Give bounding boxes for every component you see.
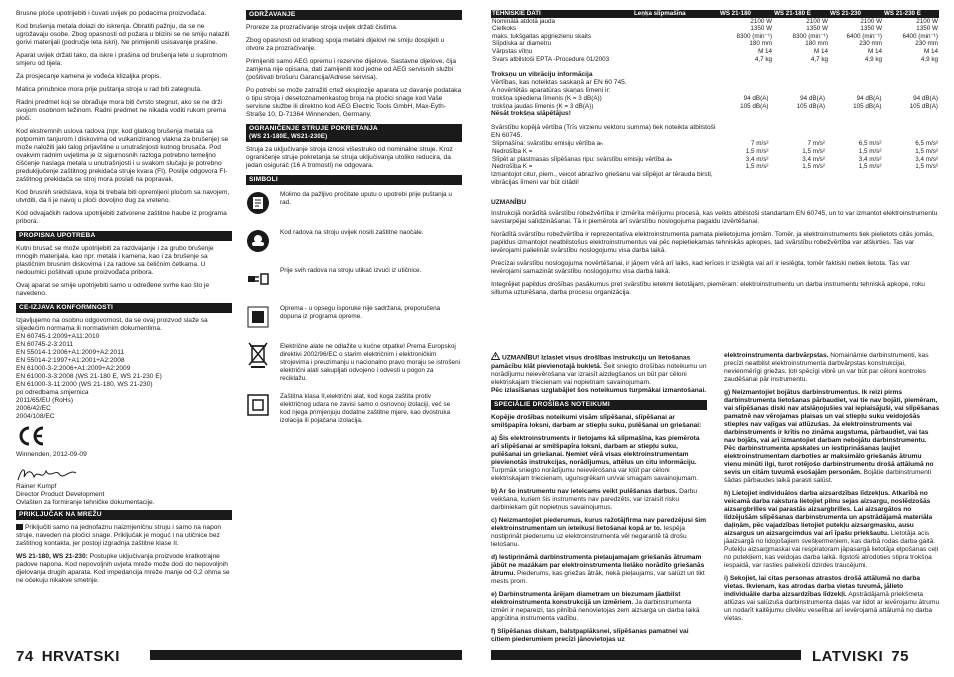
cell: 1350 W xyxy=(750,25,773,33)
cell: Slīpmašīna: svārstību emisiju vērtība aₕ xyxy=(492,140,603,148)
cell: 1,5 m/s² xyxy=(802,163,825,171)
para: Proreze za prozračivanje stroja uvijek držati čistima. xyxy=(246,24,398,31)
cell: 3,4 m/s² xyxy=(915,155,938,163)
cell: Vārpstas vītņu xyxy=(492,47,533,55)
symbol-row xyxy=(246,191,462,215)
language-label: LATVISKI xyxy=(812,647,884,665)
cell: 94 dB(A) xyxy=(743,95,769,103)
list-item xyxy=(491,554,707,586)
cell: M 14 xyxy=(813,47,828,55)
signer-auth: Ovlašten za formiranje tehničke dokumentacije. xyxy=(16,499,155,506)
ce-mark-icon xyxy=(16,425,232,449)
warn-keep: Pēc izlasīšanas uzglabājiet šos noteikumus turpmākai izmantošanai. xyxy=(491,387,707,394)
warning-triangle-icon xyxy=(491,352,500,363)
norm-line: EN 55014-2:1997+A1:2001+A2:2008 xyxy=(16,357,125,364)
ce-norms xyxy=(16,333,232,421)
cell: 105 dB(A) xyxy=(853,102,882,110)
norm-line: EN 55014-1:2006+A1:2009+A2:2011 xyxy=(16,349,125,356)
page-number: 75 xyxy=(891,647,909,665)
cell: 3,4 m/s² xyxy=(802,155,825,163)
plug-icon xyxy=(246,267,270,291)
norm-line: EN 61000-3-11:2000 (WS 21-180, WS 21-230) xyxy=(16,381,153,388)
cell: 180 mm xyxy=(805,40,828,48)
table-row xyxy=(491,56,939,64)
cell: 105 dB(A) xyxy=(796,102,825,110)
cell: M 14 xyxy=(758,47,773,55)
cell: 94 dB(A) xyxy=(856,95,882,103)
cell: Nedrošība K = xyxy=(492,147,533,155)
cell: 3,4 m/s² xyxy=(745,155,769,163)
cell: Slīpēt ar plastmasas slīpēšanas ripu: svārstību emisiju vērtība aₕ xyxy=(492,155,673,163)
symbol-text: Zaštitna klasa II,električni alat, kod koga zaštita protiv električnog udara ne zavisi samo o osnovnoj izolaciji, već se kod njega primjenjuju dodatne zaštitne mjere, kao dvostruka izolacija ili pojačana izolacija. xyxy=(280,393,451,424)
norm-line: EN 60745-2-3:2011 xyxy=(16,341,74,348)
item-text: Apstrādājamā priekšmeta atlūzas vai salūzuša darbinstrumenta daļas var lidot ar ievērojamu ātrumu un nodarīt kaitējumu cilvēku veselībai arī ievērojamā attālumā no darba vietas. xyxy=(724,591,940,622)
cell: 4,7 kg xyxy=(754,55,773,63)
ce-intro: Izjavljujemo na osobnu odgovornost, da se ovaj proizvod slaže sa slijedećim normama ili normativnim dokumentima. xyxy=(16,317,208,332)
para: Instrukcijā norādītā svārstību robežvērtība ir izmērīta mērījumu procesā, kas veikts atbilstoši standartam EN 60745, un to var izmantot elektroinstrumentu savstarpējai salīdzināšanai. Tā ir piemērota arī svārstību noslogojuma pagaidu izvērtēšanai. xyxy=(491,209,938,225)
para: Radni predmet koji se obrađuje mora biti čvrsto stegnut, ako se ne drži svojom osobnom težinom. Radni predmet ne nikada voditi rukom prema ploči. xyxy=(16,99,227,122)
cell: 2100 W xyxy=(806,17,828,25)
item-bold: b) Ar šo instrumentu nav ieteicams veikt pulēšanas darbus. xyxy=(491,488,678,495)
section-header-maint: ODRŽAVANJE xyxy=(246,10,462,20)
list-item xyxy=(491,591,707,623)
page-number: 74 xyxy=(16,647,34,665)
list-item xyxy=(491,517,707,549)
cell: 180 mm xyxy=(749,40,773,48)
item-text: Lietotāja acis jāaizsargā no lidojošajiem svešķermeņiem, kas darbā rodas darba gaitā. Putekļu aizsargmaskai vai respiratoram jāpasargā lietotāja elpošanas ceļi no putekļiem, kas veidojas darba laikā. Ilgstoši atrodoties stipra trokšņa iespaidā, var rasties paliekoši dzirdes traucējumi. xyxy=(724,530,939,569)
cell: 8300 (min⁻¹) xyxy=(792,32,828,40)
table-row xyxy=(491,18,939,26)
para: Brusne ploče upotrijebiti i čuvati uvijek po podacima proizvođača. xyxy=(16,10,207,17)
mains-para2-bold: WS 21-180, WS 21-230: xyxy=(16,553,88,560)
list-item xyxy=(491,488,707,512)
item-bold: a) Šis elektroinstruments ir lietojams kā slīpmašīna, kas piemērota arī slīpēšanai ar smilšpapīra loksni, darbam ar stiepļu suku, pulēšanai un griešanai. Ņemiet vērā visas elektroinstrumentam pievienotās instrukcijas, norādījumus, attēlus un citu informāciju. xyxy=(491,435,700,466)
accessory-icon xyxy=(246,305,270,329)
list-item xyxy=(491,435,707,483)
para: Ovaj aparat se smije upotrijebiti samo u određene svrhe kao što je navedeno. xyxy=(16,282,210,297)
left-column-1 xyxy=(16,10,232,590)
symbol-text: Molimo da pažljivo pročitate uputu o upotrebi prije puštanja u rad. xyxy=(280,191,452,206)
tech-header-row xyxy=(491,10,939,18)
para: Kutni brusač se može upotrijebiti za razdvajanje i za grubo brušenje mnogih materijala, kao npr. metala i kamena, kao i za brušenje sa plastičnim brusnim diskovima i za radove sa čeličnim četkama. U nedoumici pošitivati upute proizvođača pribora. xyxy=(16,245,214,276)
right-footer xyxy=(812,646,909,666)
item-text: Piederums, kas griežas ātrāk, nekā pieļaujams, var salūzt un tikt mests prom. xyxy=(491,570,705,585)
class-ii-icon xyxy=(246,393,270,417)
cell: Nedrošība K = xyxy=(492,163,533,171)
item-bold: d) Iestiprināmā darbinstrumenta pieļaujamajam griešanās ātrumam jābūt ne mazākam par elektroinstrumenta lielāko norādīto griešanās ātrumu. xyxy=(491,554,705,577)
para: Matica prirubnice mora prije puštanja stroja u rad biti zategnuta. xyxy=(16,86,202,93)
cell: 2100 W xyxy=(750,17,773,25)
place-date: Winnenden, 2012-09-09 xyxy=(16,451,87,458)
noise-intro: Vērtības, kas noteiktas saskaņā ar EN 60 745. A novērtētās aparatūras skaņas līmeni ir: xyxy=(491,79,627,95)
para: Kod ekstremnih uslova radova (npr. kod glatkog brušenja metala sa potpornim tanjurom i diskovima od vulkaniziranog vlakna za brušenje) se može naložiti jaki talog prljavštine u unutrašnjosti kutnog brusača. Pod ovakvim radnim uvjetima je iz sigurnosnih razloga potrebno temeljno čišćenje naslaga metala u unutrašnjosti i u svakom slučaju je potrebno preduključenje zaštitnog prekidača struje kvara (FI). Poslije odgovora FI-zaštitnog prekidača se stroj mora poslati na popravak. xyxy=(16,128,229,183)
cell: 94 dB(A) xyxy=(913,95,938,103)
item-bold: elektroinstrumenta darbvārpstas. xyxy=(724,352,829,359)
para xyxy=(491,352,707,395)
list-item xyxy=(724,389,940,485)
cell: trokšņa jaudas līmenis (K = 3 dB(A)) xyxy=(492,102,594,110)
norm-line: EN 61000-3-2:2006+A1:2009+A2:2009 xyxy=(16,365,131,372)
section-header-limit xyxy=(246,124,462,142)
cell: Svars atbilstoši EPTA -Procedure 01/2003 xyxy=(492,55,610,63)
cell: 4,9 kg xyxy=(864,55,883,63)
table-row xyxy=(491,40,939,48)
para: Aparat uvijek držati tako, da iskre i prašina od brušenja lete u suprotnom smjeru od tijela. xyxy=(16,52,228,67)
cell: WS 21-180 E xyxy=(773,10,829,18)
left-footer xyxy=(16,646,120,666)
cell: 1,5 m/s² xyxy=(858,147,882,155)
para: Kod brusnih sredstava, koja bi trebala biti opremljeni pločom sa navojem, utvrditi, da li je navoj u ploči dovoljno dug za vreteno. xyxy=(16,189,230,204)
tech-table xyxy=(491,10,939,63)
cell: 1,5 m/s² xyxy=(858,163,882,171)
vib-note: Izmantojot citur, piem., veicot abrazīvo griešanu vai slīpējot ar tērauda birsti, vibrācijas līmeni var būt citādi! xyxy=(491,170,713,186)
left-column-2 xyxy=(246,10,462,433)
list-item xyxy=(724,575,940,623)
cell: 230 mm xyxy=(915,40,938,48)
cell: 1350 W xyxy=(860,25,883,33)
cell: WS 21-230 xyxy=(829,10,883,18)
cell: 1,5 m/s² xyxy=(745,147,769,155)
para: Norādītā svārstību robežvērtība ir reprezentatīva elektroinstrumenta pamata pielietojuma jomām. Tomēr, ja elektroinstruments tiek pielietots citās jomās, papildus izmantojot neatbilstošus elektroinstrumentus vai pēc nepietiekamas tehniskās apkopes, tad svārstību robežvērtība var atšķirties. Tas var ievērojami palielināt svārstību noslogojumu visa darba laikā. xyxy=(491,230,934,254)
cell: 6400 (min⁻¹) xyxy=(902,32,938,40)
item-text: Iespēja nostiprināt piederumu uz elektroinstrumenta vēl negarantē tā drošu lietošanu. xyxy=(491,525,687,548)
norm-line: po odredbama smjernica xyxy=(16,389,89,396)
section-header-usage: PROPISNA UPOTREBA xyxy=(16,231,232,241)
cell: 1,5 m/s² xyxy=(915,163,938,171)
noise-table xyxy=(491,95,939,110)
item-bold: g) Neizmantojiet bojātus darbinstrumentus. Ik reizi pirms darbinstrumenta lietošanas pārbaudiet, vai tie nav bojāti, piemēram, vai slīpēšanas diski nav atslāņojušies vai ieplaisājuši, vai slīpēšanas pamatnē nav vērojamas plaisas un vai stiepļu suku veidojošās stieples nav vaļīgas vai atlūzušas. Ja elektroinstruments vai darbinstruments ir krītis no zināma augstuma, pārbaudiet, vai tas nav bojāts, vai arī izmantojiet darbam nebojātu darbinstrumentu. Pēc darbinstrumenta apskates un iestiprināšanas ļaujiet elektroinstrumentam darboties ar maksimālo griešanās ātrumu vienu minūti ilgi, turot rotējošo darbinstrumentu drošā attālumā no sevis un citām tuvumā esošajām personām. xyxy=(724,389,940,476)
limit-sub: (WS 21-180E, WS21-230E) xyxy=(249,134,328,140)
symbol-text: Prije svih radova na stroju utikač izvući iz utičnice. xyxy=(280,267,422,274)
warn-bold: UZMANĪBU! Izlasiet visus drošības instrukciju un lietošanas pamācību klāt pievienotajā bukletā. xyxy=(491,354,691,370)
right-column-4 xyxy=(724,352,940,628)
item-text: Nomaināmie darbinstrumenti, kas precīzi neatbilst elektroinstrumenta darbvārpstas konstrukcijai, nevienmērīgi griežas, ļoti spēcīgi vibrē un var būt par cēloni kontroles zaudēšanai pār instrumentu. xyxy=(724,352,929,383)
cell: 1,5 m/s² xyxy=(802,147,825,155)
norm-line: 2011/65/EU (RoHs) xyxy=(16,397,74,404)
para xyxy=(16,524,232,548)
symbol-row xyxy=(246,267,462,291)
item-text: Darbu veikšana, kuriem šis instruments nav paredzēts, var izraisīt risku darbiniekam gūt nopietnus savainojumus. xyxy=(491,488,698,511)
list-item xyxy=(724,352,940,384)
cell: 4,7 kg xyxy=(810,55,828,63)
cell: 94 dB(A) xyxy=(800,95,825,103)
item-bold: i) Sekojiet, lai citas personas atrastos drošā attālumā no darba vietas. Ikvienam, kas atrodas darba vietas tuvumā, jālieto individuālie darba aizsardzības līdzekļi. xyxy=(724,575,921,598)
cell: 8300 (min⁻¹) xyxy=(736,32,773,40)
cell: 1,5 m/s² xyxy=(915,147,938,155)
right-footer-bar xyxy=(491,650,801,660)
cell: 105 dB(A) xyxy=(740,102,769,110)
list-item xyxy=(724,490,940,570)
table-row xyxy=(491,48,939,56)
symbol-row xyxy=(246,229,462,253)
left-footer-bar xyxy=(150,650,462,660)
symbol-row xyxy=(246,305,462,329)
table-row xyxy=(491,33,939,41)
section-header-symbols: SIMBOLI xyxy=(246,175,462,185)
table-row xyxy=(491,140,939,148)
para: Po potrebi se može zatražiti crtež eksplozije aparata uz davanje podataka o tipu stroja i desetoznamenkastog broja na pločici snage kod Vaše servisne službe ili direktno kod AEG Electric Tools GmbH, Max-Eyth-Straße 10, D-71364 Winnenden, Germany. xyxy=(246,87,462,118)
symbol-text: Kod radova na stroju uvijek nositi zaštitne naočale. xyxy=(280,229,424,236)
norm-line: EN 61000-3-3:2008 (WS 21-180 E, WS 21-230 E) xyxy=(16,373,162,380)
section-header-safety: SPECIĀLIE DROŠĪBAS NOTEIKUMI xyxy=(491,400,707,410)
table-row xyxy=(491,163,939,171)
cell: M 14 xyxy=(924,47,938,55)
cell: WS 21-230 E xyxy=(883,10,939,18)
item-text: Ja darbinstrumenta izmēri ir nepareizi, tas pilnībā nenovietojas zem aizsarga un darba laikā apgrūtina instrumenta vadību. xyxy=(491,599,700,622)
item-text: Bojātie darbinstrumenti šādas pārbaudes laikā parasti salūst. xyxy=(724,469,932,484)
signer-title: Director Product Development xyxy=(16,491,105,498)
symbol-text: Oprema - u opsegu isporuke nije sadržana, preporučena dopuna iz programa opreme. xyxy=(280,305,441,320)
item-bold: c) Neizmantojiet piederumus, kurus ražotājfirma nav paredzējusi šim elektroinstrumentam un ieteikusi lietošanai kopā ar to. xyxy=(491,517,707,532)
para: Kod brušenja metala dolazi do iskrenja. Obratiti pažnju, da se ne ugrožavaju osobe. Zbog opasnosti od požara u blizini se ne smiju nalaziti gorivi materijali (područje leta iskri). Ne primijeniti usisavanje prašine. xyxy=(16,23,230,46)
para: Zbog opasnosti od kratkog spoja metalni dijelovi ne smiju dospijeti u otvore za prozračivanje. xyxy=(246,37,445,52)
symbol-row xyxy=(246,343,462,383)
para: Kod odvajačkih radova upotrijebiti zatvorene zaštitne haube iz programa pribora. xyxy=(16,210,227,225)
vib-intro: Svārstību kopējā vērtība (Trīs virzienu vektoru summa) tiek noteikta atbilstoši EN 60745. xyxy=(491,124,716,140)
cell: 6400 (min⁻¹) xyxy=(846,32,883,40)
section-header-mains: PRIKLJUČAK NA MREŽU xyxy=(16,510,232,520)
cell: 4,9 kg xyxy=(920,55,938,63)
noise-title: Troksņu un vibrāciju informācija xyxy=(491,71,593,79)
goggles-icon xyxy=(246,229,270,253)
cell: 7 m/s² xyxy=(807,140,825,148)
para xyxy=(16,553,232,585)
limit-header: OGRANIČENJE STRUJE POKRETANJA xyxy=(249,125,378,132)
para: Za prosjecanje kamena je vođeća klizaljka propis. xyxy=(16,73,162,80)
warning-title: UZMANĪBU xyxy=(491,198,527,206)
table-row xyxy=(491,25,939,33)
language-label: HRVATSKI xyxy=(41,647,120,665)
norm-line: 2004/108/EC xyxy=(16,413,55,420)
mains-para2: Postupke uključivanja proizvode kratkotrajne padove napona. Kod nepovoljnih uvjeta mreže može doći do nepovoljnih djelovanja drugih aparata. Kod impedancija mreže manje od 0,2 ohma se ne očekuju nikakve smetnje. xyxy=(16,553,230,584)
cell: Nominālā atdotā jauda xyxy=(492,17,556,25)
cell: M 14 xyxy=(868,47,883,55)
table-row xyxy=(491,95,939,103)
safety-paras xyxy=(16,10,232,226)
para: Precīzai svārstību noslogojuma novērtēšanai, ir jāņem vērā arī laiks, kad ierīces ir izslēgta vai arī ir ieslēgta, tomēr faktiski netiek lietota. Tas var ievērojami samazināt svārstību noslogojumu visa darba laikā. xyxy=(491,259,910,275)
list-item xyxy=(491,628,707,644)
cell: Cietkoks xyxy=(492,25,517,33)
safety-intro: Kopējie drošības noteikumi visām slīpēšanai, slīpēšanai ar smilšpapīra loksni, darbam ar stiepļu suku, pulēšanai un griešanai: xyxy=(491,414,702,429)
cell: 2100 W xyxy=(860,17,883,25)
cell: 1350 W xyxy=(916,25,938,33)
cell: 230 mm xyxy=(859,40,883,48)
table-row xyxy=(491,148,939,156)
plug-small-icon xyxy=(16,524,23,530)
manual-icon xyxy=(246,191,270,215)
mains-para1: Priključiti samo na jednofaznu naizmjeničnu struju i samo na napon struje, naveden na pločici snage. Priključak je moguć i na utičnice bez zaštitnog kontakta, jer postoji izgradnja zaštitne klase II. xyxy=(16,524,222,547)
section-header-ce: CE-IZJAVA KONFORMNOSTI xyxy=(16,303,232,313)
item-text: Turpmāk sniegto norādījumu neievērošana var kļūt par cēloni elektriskajam triecienam, ugunsgrēkam un/vai smagam savainojumam. xyxy=(491,467,699,482)
cell: Slīpdiska ar diametru xyxy=(492,40,552,48)
norm-line: 2006/42/EC xyxy=(16,405,51,412)
right-column-3 xyxy=(491,352,707,649)
norm-line: EN 60745-1:2009+A11:2010 xyxy=(16,333,100,340)
vib-table xyxy=(491,140,939,170)
cell: trokšņa spiediena līmenis (K = 3 dB(A)) xyxy=(492,95,602,103)
cell: 1,5 m/s² xyxy=(745,163,769,171)
symbol-row xyxy=(246,393,462,425)
cell: TEHNISKIE DATI xyxy=(491,10,633,18)
cell: 1350 W xyxy=(806,25,828,33)
signer-name: Rainer Kumpf xyxy=(16,483,57,490)
cell: 6,5 m/s² xyxy=(915,140,938,148)
cell: WS 21-180 xyxy=(719,10,773,18)
signature-icon xyxy=(16,465,232,483)
cell: 3,4 m/s² xyxy=(858,155,882,163)
item-bold: h) Lietojiet individuālos darba aizsardzības līdzekļus. Atkarībā no veicamā darba rakstura lietojiet pilnu sejas aizsargu, noslēdzošās aizsargbrilles vai parastās aizsargbrilles. Lai aizsargātos no līdzējušām slīpēšanas darbinstrumenta un apstrādājamā materiāla daļiņām, pēc vajadzības lietojiet putekļu aizsargmasku, ausu aizsargus un aizsargcimdus vai arī īpašu priekšautu. xyxy=(724,490,933,537)
para: Integrējiet papildus drošības pasākumus pret svārstību ietekmi lietotājam, piemēram: elektroinstrumentu un darba instrumentu tehniskā apkope, roku siltuma uzturēšana, darba procesu organizācija. xyxy=(491,280,925,296)
para: Struja za uključivanje stroja iznosi višestruko od nominalne struje. Kroz ograničenje struje pokretanja se struja uključivanja utoliko reducira, da jedan osigurač (16 A tromosti) ne odgovara. xyxy=(246,146,453,169)
cell: 105 dB(A) xyxy=(909,102,938,110)
cell: 2100 W xyxy=(916,17,938,25)
para: Primijeniti samo AEG opremu i rezervne dijelove. Sastavne dijelove, čija zamjena nije opisana, dati zamijeniti kod jedne od AEG servisnih službi (pošitivati brošuru Garancija/Adrese servisa). xyxy=(246,58,456,81)
weee-icon xyxy=(246,343,270,367)
cell: Leņķa slīpmašīna xyxy=(633,10,719,18)
cell: 7 m/s² xyxy=(751,140,769,148)
table-row xyxy=(491,156,939,164)
table-row xyxy=(491,103,939,111)
tech-data xyxy=(491,10,939,302)
noise-ear: Nēsāt trokšņa slāpētājus! xyxy=(491,110,571,118)
item-bold: e) Darbinstrumenta ārējam diametram un biezumam jāatbilst elektroinstrumenta konstrukcijā un izmēriem. xyxy=(491,591,681,606)
symbol-text: Električne alate ne odlažite u kućne otpatke! Prema Europskoj direktivi 2002/96/EC o starim električnim i elektroničkim strojevima i preuzimanju u nacionalno pravo moraju se istrošeni električni alati sakupljati odvojeno i odvesti u pogon za reciklažu. xyxy=(280,343,461,382)
cell: 6,5 m/s² xyxy=(858,140,882,148)
warn-text: Šeit sniegto drošības noteikumu un norādījumu neievērošana var izraisīt aizdegšanos un būt par cēloni elektriskajam triecienam vai nopietnam savainojumam. xyxy=(491,363,707,386)
cell: maks. tukšgaitas apgriezienu skaits xyxy=(492,32,592,40)
item-bold: f) Slīpēšanas diskam, balstpaplāksnei, slīpēšanas pamatnei vai citiem piederumiem precīzi jānovietojas uz xyxy=(491,628,689,643)
